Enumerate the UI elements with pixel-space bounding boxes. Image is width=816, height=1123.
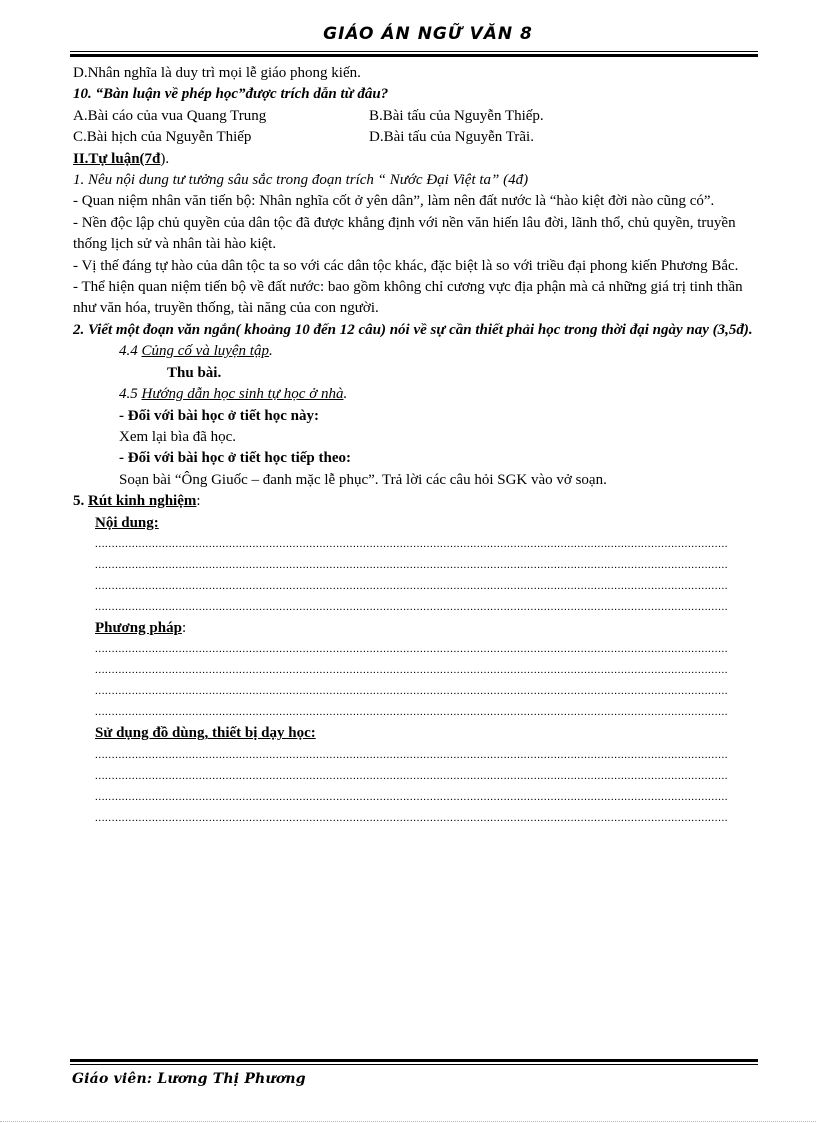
section-2-suffix: ). — [160, 150, 170, 167]
equipment-label: Sử dụng đồ dùng, thiết bị dạy học: — [95, 725, 316, 742]
review-lesson: Xem lại bìa đã học. — [119, 428, 237, 445]
footer-teacher: Giáo viên: Lương Thị Phương — [72, 1071, 306, 1087]
method-blank-line — [95, 702, 727, 723]
method-blank-line — [95, 681, 727, 702]
section-4-5-number: 4.5 — [119, 386, 142, 403]
page-header-title: GIÁO ÁN NGỮ VĂN 8 — [323, 24, 533, 44]
section-5-title: Rút kinh nghiệm — [88, 493, 197, 510]
method-label: Phương pháp — [95, 619, 182, 636]
option-c: C.Bài hịch của Nguyễn Thiếp — [73, 129, 252, 146]
question-10: 10. “Bàn luận về phép học”được trích dẫn từ đâu? — [73, 86, 389, 103]
section-5-end: : — [196, 493, 201, 510]
equipment-blank-line — [95, 808, 727, 829]
header-rule-thin — [70, 51, 758, 52]
prepare-lesson: Soạn bài “Ông Giuốc – đanh mặc lễ phục”. Trả lời các câu hỏi SGK vào vở soạn. — [119, 471, 607, 488]
section-4-5 — [73, 384, 757, 405]
section-5-number: 5. — [73, 493, 88, 510]
equipment-blank-line — [95, 766, 727, 787]
method-colon: : — [181, 619, 187, 636]
document-body — [73, 63, 757, 829]
essay-question-1: 1. Nêu nội dung tư tưởng sâu sắc trong đoạn trích “ Nước Đại Việt ta” (4đ) — [73, 172, 529, 189]
section-5 — [73, 491, 757, 512]
options-cd — [73, 127, 757, 148]
options-ab — [73, 106, 757, 127]
equipment-blank-line — [95, 787, 727, 808]
footer-rule-thin — [70, 1064, 758, 1065]
footer-rule-thick — [70, 1059, 758, 1062]
section-2-label: II.Tự luận(7đ — [73, 150, 161, 167]
section-2-heading — [73, 149, 757, 170]
method-heading — [73, 618, 757, 639]
content-blank-line — [95, 576, 727, 597]
content-blank-line — [95, 555, 727, 576]
content-blank-line — [95, 597, 727, 618]
answer-point-1: - Quan niệm nhân văn tiến bộ: Nhân nghĩa cốt ở yên dân”, làm nên đất nước là “hào kiệt đời nào cũng có”. — [73, 193, 715, 210]
section-4-5-title: Hướng dẫn học sinh tự học ở nhà — [141, 386, 344, 403]
answer-point-2: - Nền độc lập chủ quyền của dân tộc đã được khẳng định với nền văn hiến lâu đời, lãnh thổ, chủ quyền, truyền thống lịch sử và nhân tài hào kiệt. — [73, 214, 736, 253]
content-label: Nội dung: — [95, 514, 159, 531]
section-4-4-end: . — [268, 343, 273, 360]
section-4-4-title: Củng cố và luyện tập — [141, 343, 269, 360]
thu-bai: Thu bài. — [167, 364, 222, 381]
equipment-blank-line — [95, 745, 727, 766]
option-b: B.Bài tấu của Nguyễn Thiếp. — [369, 107, 544, 124]
current-lesson-heading: - Đối với bài học ở tiết học này: — [119, 407, 319, 424]
answer-point-4: - Thể hiện quan niệm tiến bộ về đất nước: bao gồm không chỉ cương vực địa phận mà cả những giá trị tinh thần như văn hóa, truyền thống, tài năng của con người. — [73, 279, 743, 317]
essay-question-2: 2. Viết một đoạn văn ngắn( khoảng 10 đến 12 câu) nói về sự cần thiết phải học trong thời đại ngày nay (3,5đ). — [73, 321, 753, 338]
section-4-5-end: . — [343, 386, 348, 403]
answer-d-line: D.Nhân nghĩa là duy trì mọi lễ giáo phong kiến. — [73, 65, 361, 81]
header-rule-thick — [70, 54, 758, 57]
content-blank-line — [95, 534, 727, 555]
next-lesson-heading: - Đối với bài học ở tiết học tiếp theo: — [119, 450, 352, 467]
option-a: A.Bài cáo của vua Quang Trung — [73, 107, 267, 124]
method-blank-line — [95, 660, 727, 681]
option-d: D.Bài tấu của Nguyễn Trãi. — [369, 129, 534, 146]
section-4-4-number: 4.4 — [119, 343, 142, 360]
answer-point-3: - Vị thế đáng tự hào của dân tộc ta so với các dân tộc khác, đặc biệt là so với triều đại phong kiến Phương Bắc. — [73, 257, 739, 274]
method-blank-line — [95, 639, 727, 660]
section-4-4 — [73, 341, 757, 362]
page-bottom-edge — [0, 1121, 816, 1122]
